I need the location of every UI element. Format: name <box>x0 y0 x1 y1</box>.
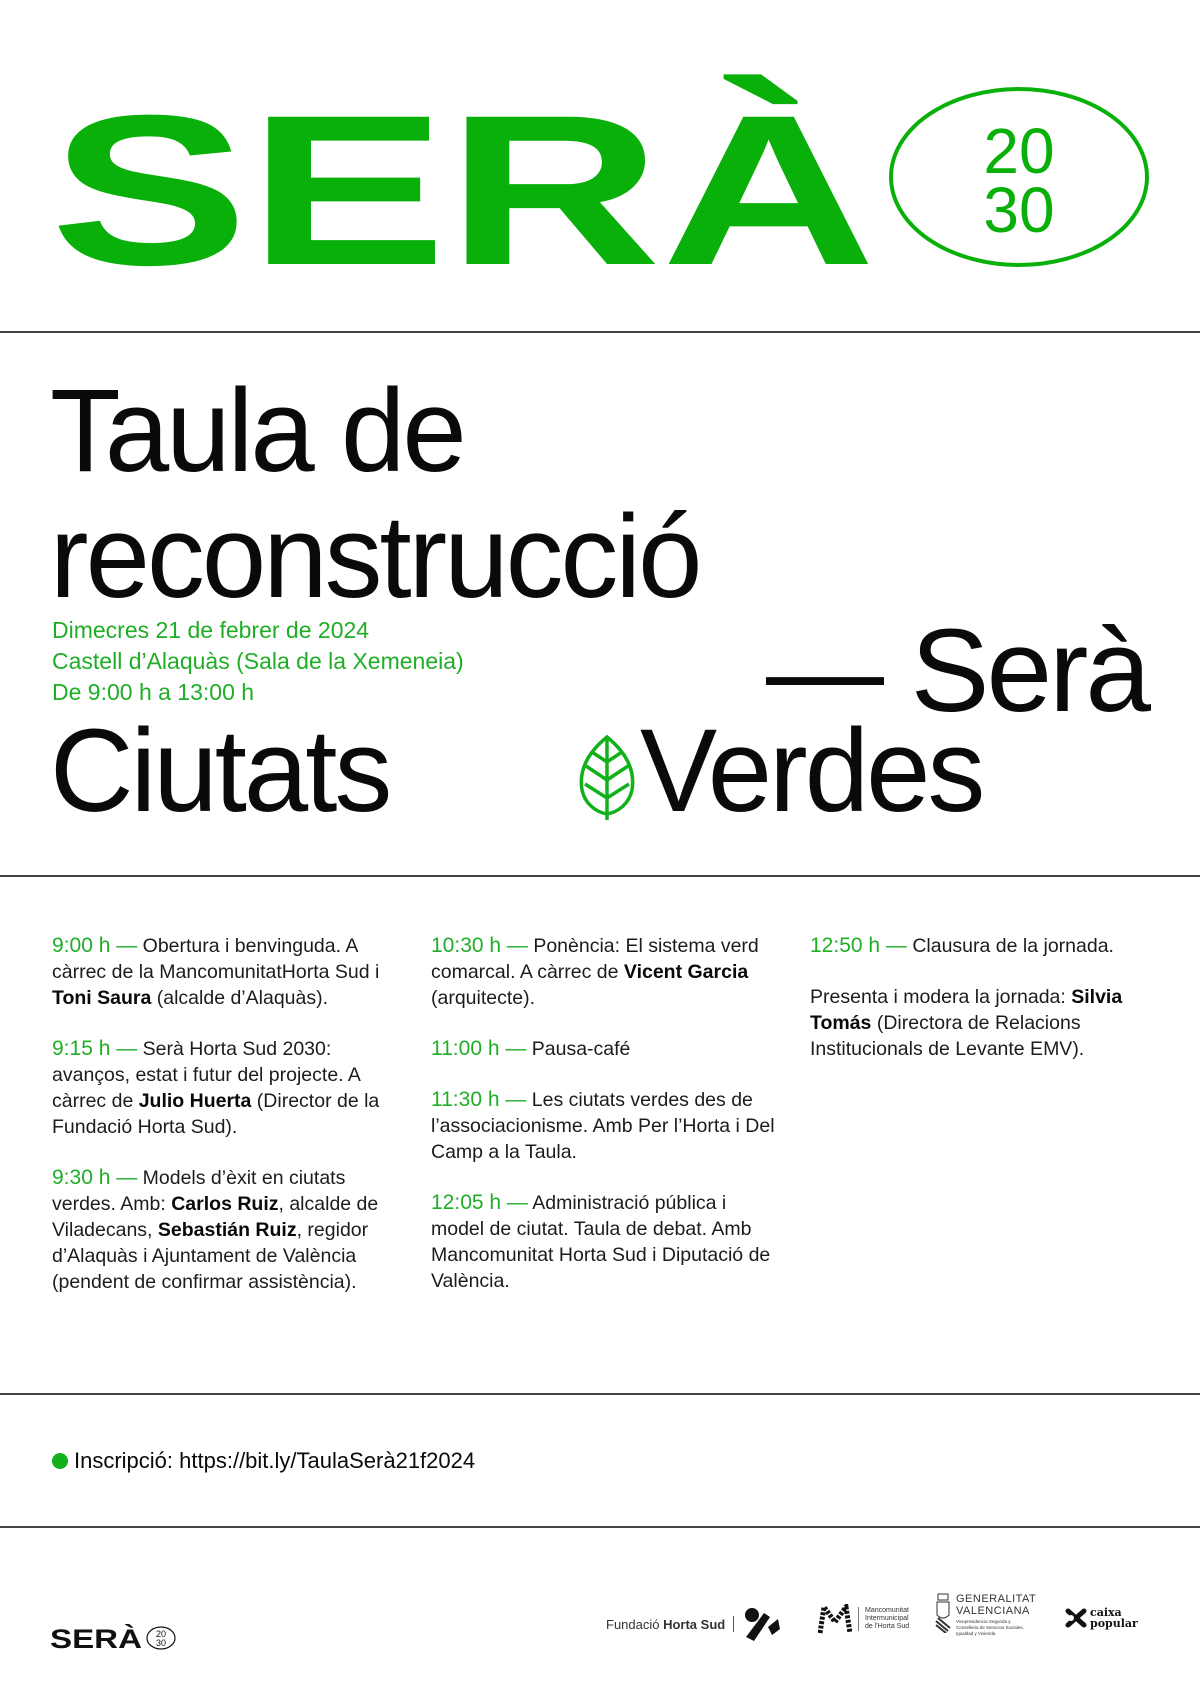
program-item <box>52 1165 397 1295</box>
program-text: Pausa-café <box>526 1038 631 1060</box>
event-date: Dimecres 21 de febrer de 2024 <box>52 617 370 643</box>
title-line-1: Taula de <box>50 365 464 497</box>
program-text: Ponència: El sistema verd comarcal. A càrrec de <box>431 935 759 983</box>
sponsor-text: caixa <box>1090 1606 1122 1619</box>
registration-text[interactable]: Inscripció: https://bit.ly/TaulaSerà21f2024 <box>74 1448 476 1473</box>
program-text: (alcalde d’Alaquàs). <box>151 987 329 1009</box>
title-line-4a: Ciutats <box>50 705 390 837</box>
program-column-3 <box>810 933 1155 1087</box>
speaker-name: Carlos Ruiz <box>171 1193 279 1215</box>
program-time: 10:30 h — <box>431 934 528 957</box>
program-item <box>431 933 776 1011</box>
program-text: (arquitecte). <box>431 987 536 1009</box>
program-time: 12:50 h — <box>810 934 907 957</box>
program-column-2 <box>431 933 776 1319</box>
sponsor-caixa-popular <box>1065 1607 1138 1629</box>
speaker-name: Sebastián Ruiz <box>157 1219 297 1241</box>
program-text: Obertura i benvinguda. A càrrec de la MancomunitatHorta Sud i <box>52 935 380 983</box>
speaker-name: Vicent Garcia <box>623 961 749 983</box>
title-line-2: reconstrucció <box>50 491 700 623</box>
brand-word: SERÀ <box>50 71 876 268</box>
sponsor-text: Mancomunitat <box>865 1607 909 1614</box>
divider <box>0 1526 1200 1528</box>
event-place: Castell d’Alaquàs (Sala de la Xemeneia) <box>52 648 464 674</box>
program-text: Les ciutats verdes des de l’associacionisme. Amb Per l’Horta i Del Camp a la Taula. <box>431 1089 775 1163</box>
program-text: , alcalde de Viladecans, <box>52 1193 379 1241</box>
footer-brand-word: SERÀ <box>50 1624 126 1652</box>
program-item <box>52 933 397 1011</box>
speaker-name: Toni Saura <box>52 987 152 1009</box>
moderator-note <box>810 984 1155 1062</box>
sponsor-text: de l'Horta Sud <box>865 1623 910 1630</box>
brand-year-top: 20 <box>983 115 1055 187</box>
program-item <box>431 1087 776 1165</box>
footer-year-top: 20 <box>155 1629 167 1639</box>
sponsor-mancomunitat <box>818 1604 909 1634</box>
program-text: Models d’èxit en ciutats verdes. Amb: <box>52 1167 346 1215</box>
footer-brand-logo <box>50 1622 180 1652</box>
brand-wordmark <box>50 38 880 268</box>
sponsor-text: Vicepresidencia Segunda y <box>956 1619 1011 1624</box>
footer-year-bottom: 30 <box>155 1638 167 1648</box>
sponsor-text: VALENCIANA <box>956 1605 1030 1617</box>
program-time: 11:00 h — <box>431 1037 527 1060</box>
program-text: Clausura de la jornada. <box>906 935 1114 957</box>
title-line-3: — Serà <box>765 605 1148 737</box>
sponsor-fundacio-horta-sud <box>606 1607 782 1641</box>
fundacio-mark-icon <box>742 1607 782 1641</box>
program-text: Presenta i modera la jornada: <box>810 986 1072 1008</box>
program-column-1 <box>52 933 397 1320</box>
program-time: 9:00 h — <box>52 934 138 957</box>
program-item <box>431 1036 776 1062</box>
brand-year-bottom: 30 <box>983 174 1055 246</box>
program-text: Administració pública i model de ciutat. Taula de debat. Amb Mancomunitat Horta Sud i Diputació de València. <box>431 1192 771 1292</box>
leaf-icon <box>576 734 638 820</box>
program-time: 11:30 h — <box>431 1088 527 1111</box>
sponsor-text: Horta Sud <box>663 1616 726 1632</box>
mancomunitat-m-icon <box>818 1604 852 1634</box>
program-time: 9:15 h — <box>52 1037 138 1060</box>
sponsor-generalitat <box>934 1593 1036 1637</box>
divider <box>0 331 1200 333</box>
program-text: Serà Horta Sud 2030: avanços, estat i futur del projecte. A càrrec de <box>52 1038 360 1112</box>
title-line-4b: Verdes <box>640 705 983 837</box>
divider <box>0 1393 1200 1395</box>
bullet-dot-icon <box>52 1453 68 1469</box>
sponsor-text: popular <box>1090 1617 1138 1630</box>
program-item <box>431 1190 776 1294</box>
program-time: 9:30 h — <box>52 1166 138 1189</box>
brand-year-badge <box>888 86 1150 268</box>
program-text: (Directora de Relacions Institucionals de Levante EMV). <box>810 1012 1085 1060</box>
sponsor-text: Conselleria de Servicios Sociales, <box>956 1625 1024 1630</box>
program-text: , regidor d’Alaquàs i Ajuntament de València (pendent de confirmar assistència). <box>52 1219 369 1293</box>
speaker-name: Silvia Tomás <box>810 986 1123 1034</box>
program-item <box>52 1036 397 1140</box>
sponsor-text: Igualdad y Vivienda <box>956 1631 996 1636</box>
program-item <box>810 933 1155 959</box>
program-time: 12:05 h — <box>431 1191 528 1214</box>
sponsor-text: Fundació <box>606 1616 664 1632</box>
speaker-name: Julio Huerta <box>138 1090 252 1112</box>
generalitat-shield-icon <box>934 1593 952 1633</box>
caixa-mark-icon <box>1065 1608 1087 1628</box>
event-hours: De 9:00 h a 13:00 h <box>52 679 255 705</box>
sponsor-text: Intermunicipal <box>865 1615 909 1622</box>
divider <box>0 875 1200 877</box>
sponsor-text: GENERALITAT <box>956 1593 1037 1605</box>
program-text: (Director de la Fundació Horta Sud). <box>52 1090 380 1138</box>
registration-link[interactable] <box>52 1448 475 1474</box>
